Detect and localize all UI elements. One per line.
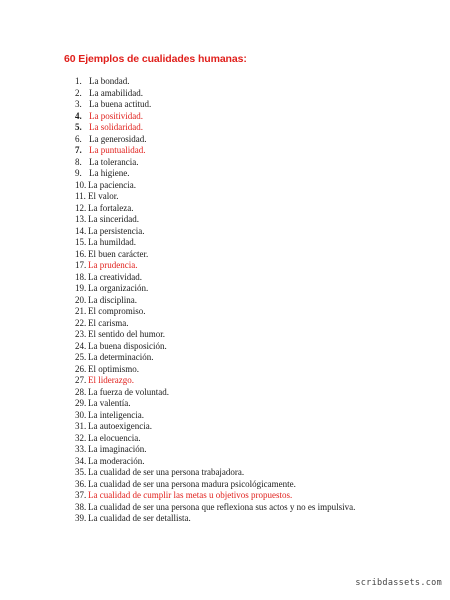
list-item — [75, 203, 365, 215]
list-item — [75, 99, 365, 111]
list-item — [75, 364, 365, 376]
list-item-text: La fortaleza. — [88, 202, 134, 213]
list-item-text: La cualidad de ser una persona trabajadora. — [88, 467, 245, 477]
list-item-number: 24. — [75, 340, 87, 351]
list-item — [75, 341, 365, 353]
list-item — [75, 318, 365, 330]
list-item-text: La fuerza de voluntad. — [88, 386, 169, 397]
list-item — [75, 249, 365, 261]
list-item-text: El optimismo. — [88, 363, 140, 374]
list-item-text: La disciplina. — [88, 294, 137, 305]
list-item — [75, 237, 365, 249]
list-item — [75, 272, 365, 284]
list-item-text: La amabilidad. — [89, 87, 143, 98]
list-item-text: El buen carácter. — [88, 248, 149, 259]
list-item — [75, 122, 365, 134]
list-item-number: 20. — [75, 294, 87, 305]
list-item-number: 39. — [75, 513, 87, 523]
list-item-text: La higiene. — [89, 168, 130, 178]
list-item-number: 8. — [75, 156, 82, 167]
list-item — [75, 513, 365, 525]
list-item — [75, 306, 365, 318]
list-item — [75, 180, 365, 192]
list-item — [75, 410, 365, 422]
list-item-number: 16. — [75, 248, 87, 259]
list-item-text: La generosidad. — [89, 133, 147, 144]
list-item-text: La persistencia. — [88, 225, 145, 236]
list-item — [75, 387, 365, 399]
list-item — [75, 329, 365, 341]
list-item-text: La tolerancia. — [89, 156, 139, 167]
list-item-text: La elocuencia. — [88, 432, 141, 443]
list-item-number: 29. — [75, 398, 87, 408]
list-item-number: 34. — [75, 455, 87, 466]
list-item-number: 38. — [75, 501, 87, 512]
list-item-number: 7. — [75, 145, 82, 155]
list-item-number: 14. — [75, 225, 87, 236]
list-item-text: La autoexigencia. — [88, 421, 152, 431]
list-item-number: 12. — [75, 202, 87, 213]
list-item-number: 21. — [75, 306, 87, 316]
list-item — [75, 295, 365, 307]
list-item-text: La humildad. — [88, 237, 136, 247]
list-item-text: La positividad. — [89, 110, 143, 121]
list-item-text: La imaginación. — [88, 444, 147, 454]
list-item-number: 36. — [75, 478, 87, 489]
list-item — [75, 502, 365, 514]
list-item-number: 19. — [75, 283, 87, 293]
list-item-text: La puntualidad. — [89, 145, 146, 155]
list-item-number: 30. — [75, 409, 87, 420]
list-item — [75, 490, 365, 502]
list-item-text: La cualidad de cumplir las metas u objetivos propuestos. — [88, 490, 293, 500]
list-item-text: La moderación. — [88, 455, 145, 466]
list-item-number: 18. — [75, 271, 87, 282]
list-item — [75, 145, 365, 157]
list-item-text: La cualidad de ser una persona que reflexiona sus actos y no es impulsiva. — [88, 501, 356, 512]
list-item-number: 32. — [75, 432, 87, 443]
list-item-number: 2. — [75, 87, 82, 98]
list-item-number: 28. — [75, 386, 87, 397]
list-item — [75, 352, 365, 364]
list-item — [75, 214, 365, 226]
watermark-text: scribdassets.com — [355, 578, 442, 588]
list-item — [75, 260, 365, 272]
list-item — [75, 111, 365, 123]
list-item-text: La cualidad de ser una persona madura psicológicamente. — [88, 478, 296, 489]
list-item-number: 5. — [75, 122, 82, 132]
list-item — [75, 88, 365, 100]
list-item-text: La buena disposición. — [88, 340, 167, 351]
list-item — [75, 375, 365, 387]
qualities-list — [75, 76, 365, 525]
list-item-number: 9. — [75, 168, 82, 178]
list-item — [75, 398, 365, 410]
list-item-text: El valor. — [88, 191, 119, 201]
list-item-text: La cualidad de ser detallista. — [88, 513, 191, 523]
list-item — [75, 456, 365, 468]
list-item-text: La prudencia. — [88, 260, 138, 270]
list-item-number: 1. — [75, 76, 82, 86]
list-item — [75, 421, 365, 433]
list-item-text: El liderazgo. — [88, 375, 134, 385]
list-item-text: La determinación. — [88, 352, 154, 362]
list-item-text: La bondad. — [89, 76, 130, 86]
list-item-number: 10. — [75, 179, 87, 190]
list-item — [75, 479, 365, 491]
list-item-number: 3. — [75, 99, 82, 109]
list-item-text: La inteligencia. — [88, 409, 144, 420]
list-item-number: 35. — [75, 467, 87, 477]
list-item-text: El carisma. — [88, 317, 129, 328]
list-item-text: La solidaridad. — [89, 122, 143, 132]
list-item-number: 23. — [75, 329, 87, 339]
list-item — [75, 191, 365, 203]
list-item-text: La creatividad. — [88, 271, 142, 282]
list-item-number: 31. — [75, 421, 87, 431]
list-item-text: La sinceridad. — [88, 214, 139, 224]
list-item — [75, 444, 365, 456]
list-item-number: 11. — [75, 191, 86, 201]
list-item-number: 6. — [75, 133, 82, 144]
list-item — [75, 134, 365, 146]
list-item-number: 13. — [75, 214, 87, 224]
list-item-number: 22. — [75, 317, 87, 328]
list-item-number: 37. — [75, 490, 87, 500]
list-item — [75, 467, 365, 479]
list-item-text: El sentido del humor. — [88, 329, 165, 339]
list-item — [75, 168, 365, 180]
list-item-text: La paciencia. — [88, 179, 136, 190]
list-item-text: La organización. — [88, 283, 149, 293]
document-title: 60 Ejemplos de cualidades humanas: — [64, 53, 247, 65]
list-item-text: El compromiso. — [88, 306, 146, 316]
list-item-number: 17. — [75, 260, 87, 270]
list-item — [75, 157, 365, 169]
list-item — [75, 433, 365, 445]
list-item-text: La buena actitud. — [89, 99, 152, 109]
list-item — [75, 226, 365, 238]
list-item-number: 25. — [75, 352, 87, 362]
list-item — [75, 283, 365, 295]
list-item-number: 4. — [75, 110, 82, 121]
list-item-number: 26. — [75, 363, 87, 374]
list-item-text: La valentía. — [88, 398, 131, 408]
list-item-number: 33. — [75, 444, 87, 454]
list-item — [75, 76, 365, 88]
list-item-number: 15. — [75, 237, 87, 247]
list-item-number: 27. — [75, 375, 87, 385]
